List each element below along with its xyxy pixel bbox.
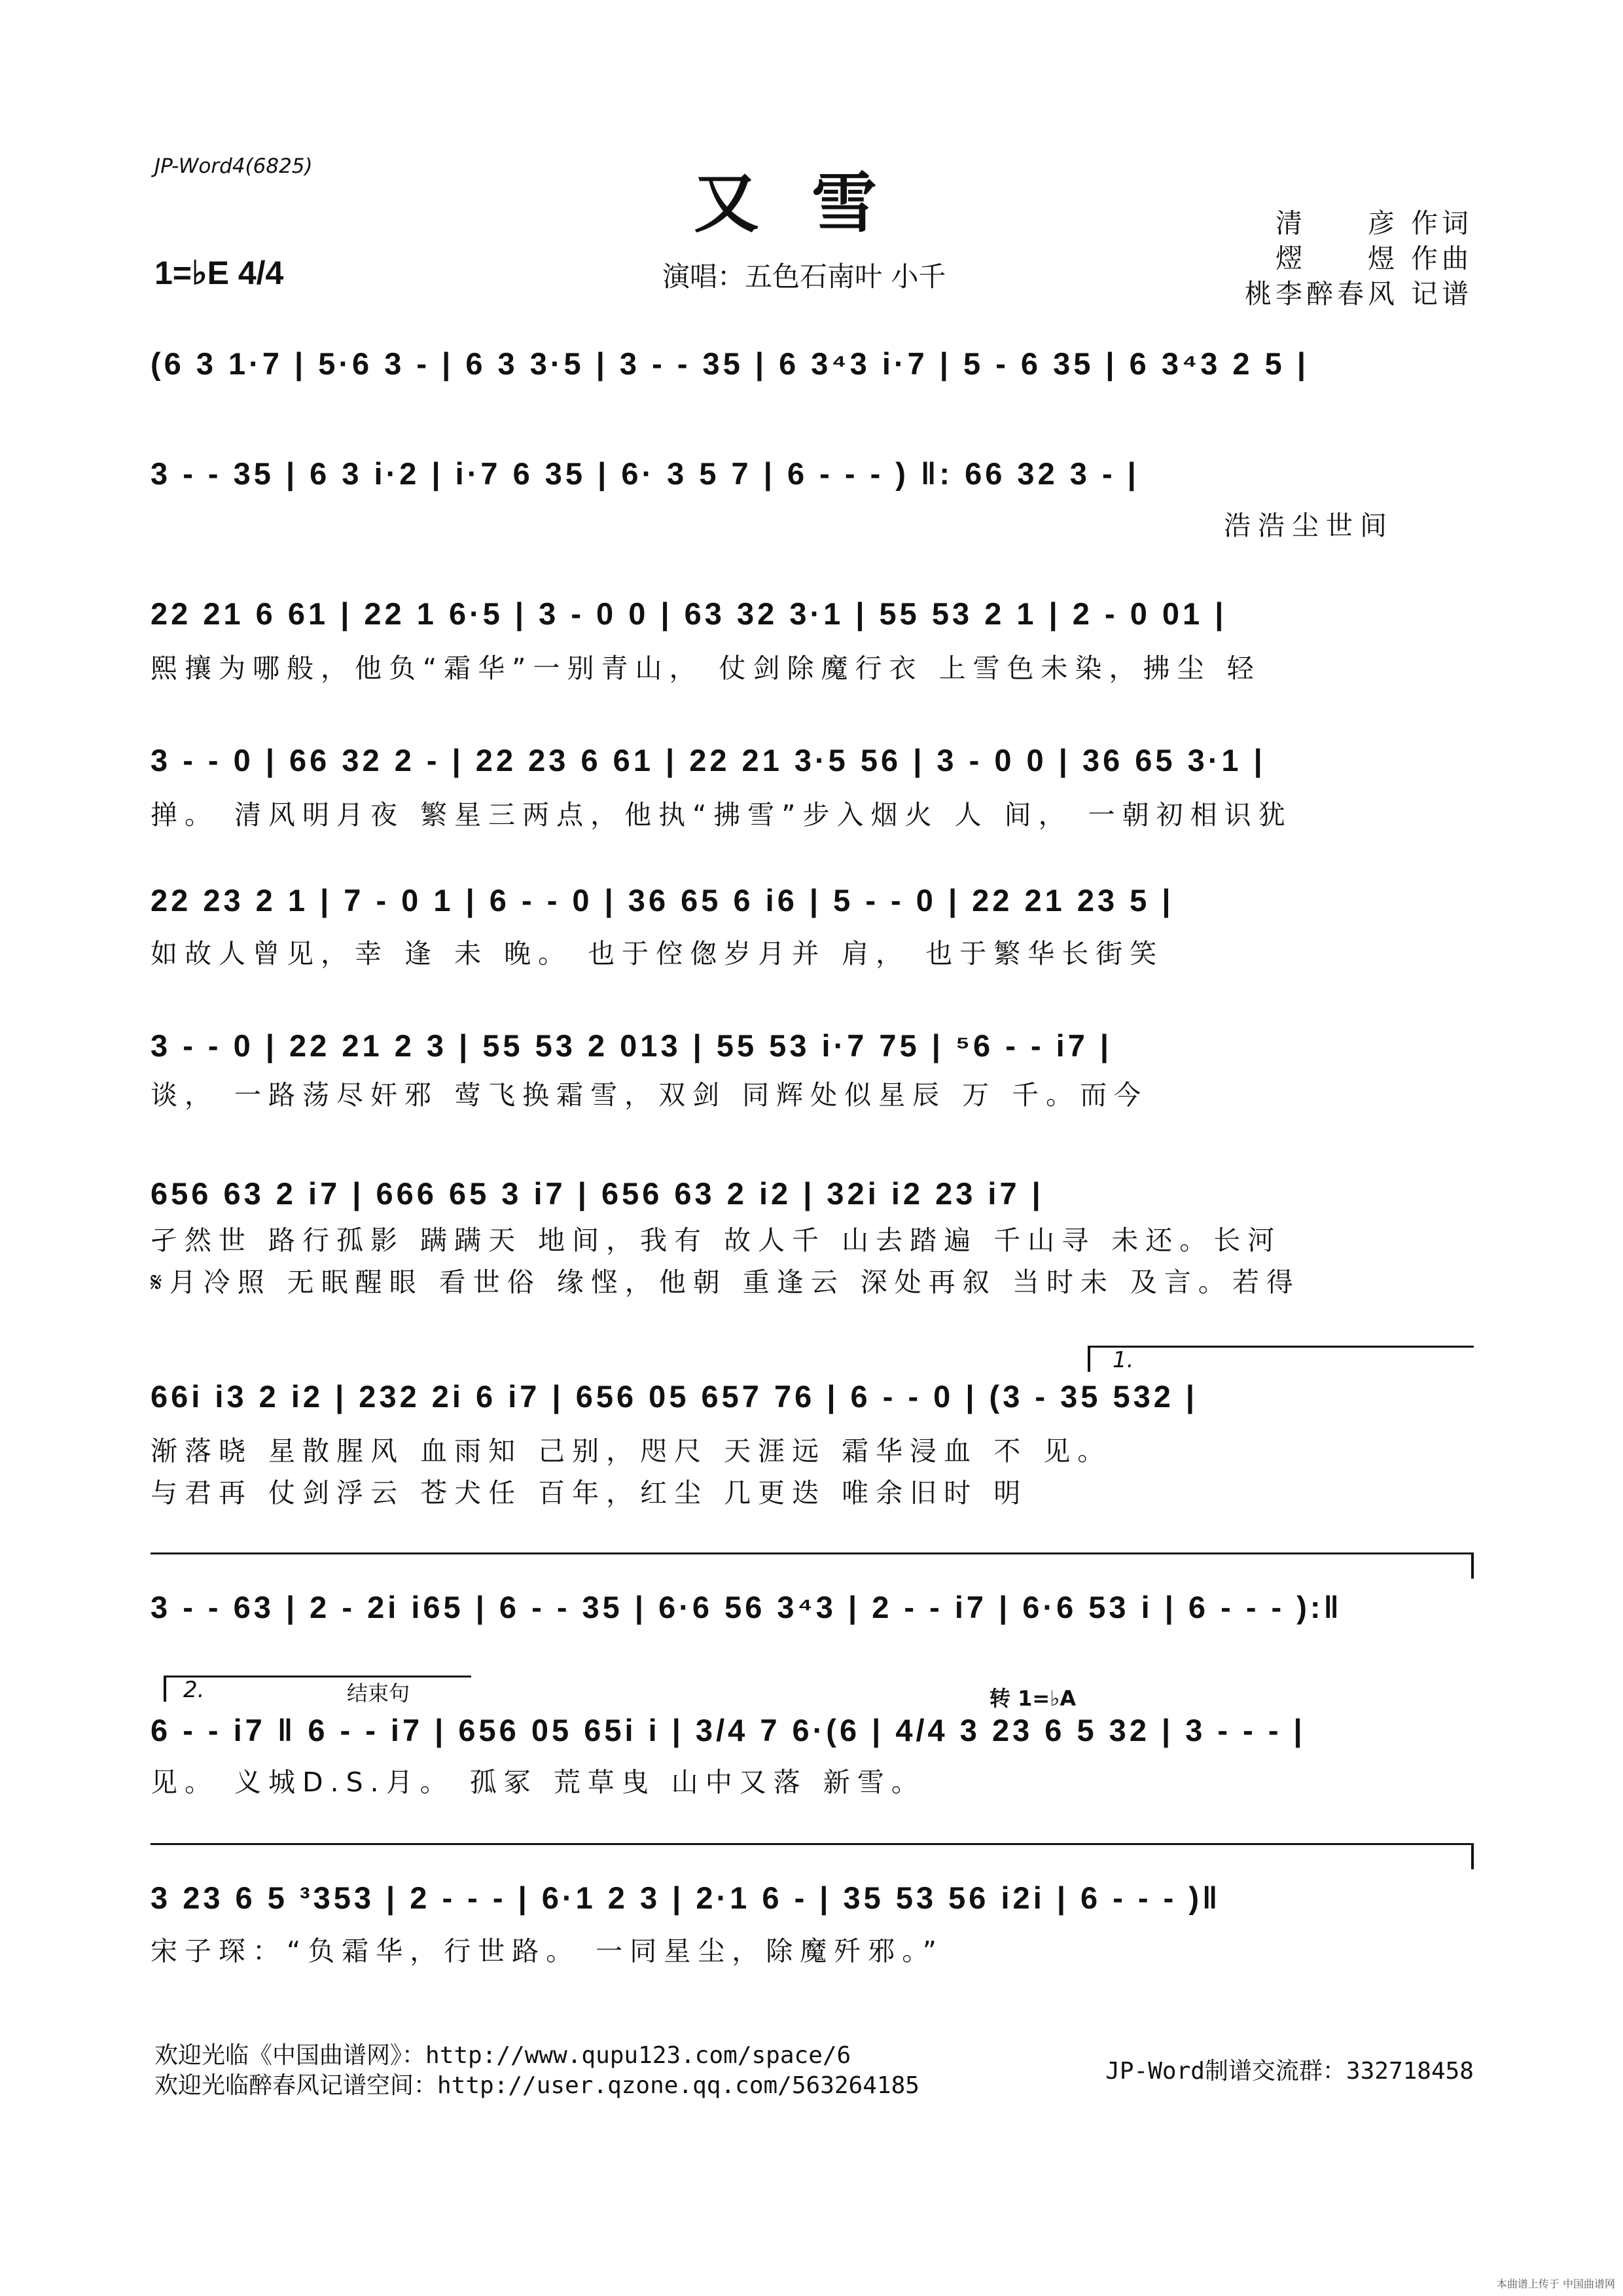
notation-line: 3 - - 0 | 22 21 2 3 | 55 53 2 013 | 55 53 i·7 75 | ⁵6 - - i7 | — [151, 1028, 1113, 1063]
score-system-6 — [151, 1028, 1474, 1119]
notation-line: 3 - - 35 | 6 3 i·2 | i·7 6 35 | 6· 3 5 7 | 6 - - - ) ‖: 66 32 3 - | — [151, 456, 1139, 491]
score-system-8 — [151, 1347, 1474, 1522]
software-tag: JP-Word4(6825) — [154, 154, 313, 178]
upload-watermark: 本曲谱上传于 中国曲谱网 — [1496, 2278, 1615, 2290]
score-system-2 — [151, 456, 1474, 547]
notation-line: (6 3 1·7 | 5·6 3 - | 6 3 3·5 | 3 - - 35 | 6 3⁴3 i·7 | 5 - 6 35 | 6 3⁴3 2 5 | — [151, 346, 1309, 381]
score-system-9 — [151, 1589, 1474, 1681]
volta-bracket — [1471, 1552, 1474, 1579]
lyric-line: 见。 义城D.S.月。 孤冢 荒草曳 山中又落 新雪。 — [151, 1767, 925, 1798]
lyricist-credit: 清 彦 作词 — [1275, 207, 1472, 239]
lyric-line: 如故人曾见，幸 逢 未 晚。 也于倥偬岁月并 肩， 也于繁华长街笑 — [151, 938, 1164, 969]
modulation-mark: 转 1=♭A — [990, 1686, 1077, 1711]
lyric-line-verse-2: 𝄋月冷照 无眠醒眼 看世俗 缘悭，他朝 重逢云 深处再叙 当时未 及言。若得 — [151, 1266, 1300, 1298]
volta-line — [151, 1843, 1474, 1845]
score-system-3 — [151, 596, 1474, 687]
volta-bracket — [164, 1676, 166, 1702]
singer-credit: 演唱：五色石南叶 小千 — [662, 260, 946, 293]
footer-group-info: JP-Word制谱交流群：332718458 — [1105, 2058, 1474, 2085]
volta-line — [1088, 1346, 1474, 1348]
lyric-line: 熙攘为哪般，他负“霜华”一别青山， 仗剑除魔行衣 上雪色未染，拂尘 轻 — [151, 653, 1261, 684]
song-title: 又雪 — [694, 164, 929, 242]
volta-bracket — [1088, 1346, 1090, 1372]
lyric-line: 宋子琛：“负霜华，行世路。 一同星尘，除魔歼邪。” — [151, 1935, 944, 1967]
key-signature: 1=♭E 4/4 — [154, 255, 284, 291]
score-system-10 — [151, 1677, 1474, 1804]
notation-line: 656 63 2 i7 | 666 65 3 i7 | 656 63 2 i2 | 32i i2 23 i7 | — [151, 1176, 1044, 1211]
lyric-line-verse-1: 孑然世 路行孤影 蹒蹒天 地间，我有 故人千 山去踏遍 千山寻 未还。长河 — [151, 1225, 1282, 1256]
volta-number: 1. — [1113, 1347, 1134, 1373]
lyric-line: 谈， 一路荡尽奸邪 莺飞换霜雪，双剑 同辉处似星辰 万 千。而今 — [151, 1079, 1149, 1111]
ending-label: 结束句 — [347, 1681, 410, 1706]
notation-line: 3 - - 0 | 66 32 2 - | 22 23 6 61 | 22 21 3·5 56 | 3 - 0 0 | 36 65 3·1 | — [151, 743, 1266, 778]
footer-qzone-link[interactable]: 欢迎光临醉春风记谱空间：http://user.qzone.qq.com/563264185 — [154, 2072, 919, 2099]
score-system-4 — [151, 742, 1474, 834]
composer-credit: 熤 煜 作曲 — [1275, 243, 1472, 274]
score-system-1 — [151, 346, 1474, 437]
lyric-line: 浩浩尘世间 — [1224, 510, 1394, 541]
notation-line: 22 21 6 61 | 22 1 6·5 | 3 - 0 0 | 63 32 3·1 | 55 53 2 1 | 2 - 0 01 | — [151, 596, 1227, 631]
score-system-5 — [151, 882, 1474, 974]
transcriber-credit: 桃李醉春风 记谱 — [1244, 278, 1472, 310]
footer-site-link[interactable]: 欢迎光临《中国曲谱网》：http://www.qupu123.com/space/6 — [154, 2042, 851, 2069]
lyric-line-verse-1: 渐落晓 星散腥风 血雨知 己别，咫尺 天涯远 霜华浸血 不 见。 — [151, 1435, 1112, 1467]
lyric-line: 掸。 清风明月夜 繁星三两点，他执“拂雪”步入烟火 人 间， 一朝初相识犹 — [151, 799, 1293, 831]
score-system-11 — [151, 1880, 1474, 1971]
notation-line: 6 - - i7 ‖ 6 - - i7 | 656 05 65i i | 3/4 7 6·(6 | 4/4 3 23 6 5 32 | 3 - - - | — [151, 1713, 1306, 1748]
volta-bracket — [1471, 1843, 1474, 1869]
notation-line: 3 - - 63 | 2 - 2i i65 | 6 - - 35 | 6·6 56 3⁴3 | 2 - - i7 | 6·6 53 i | 6 - - - ):‖ — [151, 1590, 1342, 1624]
volta-number: 2. — [183, 1677, 205, 1703]
notation-line: 66i i3 2 i2 | 232 2i 6 i7 | 656 05 657 76 | 6 - - 0 | (3 - 35 532 | — [151, 1379, 1198, 1414]
lyric-line-verse-2: 与君再 仗剑浮云 苍犬任 百年，红尘 几更迭 唯余旧时 明 — [151, 1477, 1028, 1509]
notation-line: 3 23 6 5 ³353 | 2 - - - | 6·1 2 3 | 2·1 6 - | 35 53 56 i2i | 6 - - - )‖ — [151, 1880, 1221, 1915]
volta-line — [151, 1552, 1474, 1554]
volta-line — [164, 1676, 471, 1677]
score-system-7 — [151, 1175, 1474, 1319]
notation-line: 22 23 2 1 | 7 - 0 1 | 6 - - 0 | 36 65 6 i6 | 5 - - 0 | 22 21 23 5 | — [151, 883, 1174, 918]
